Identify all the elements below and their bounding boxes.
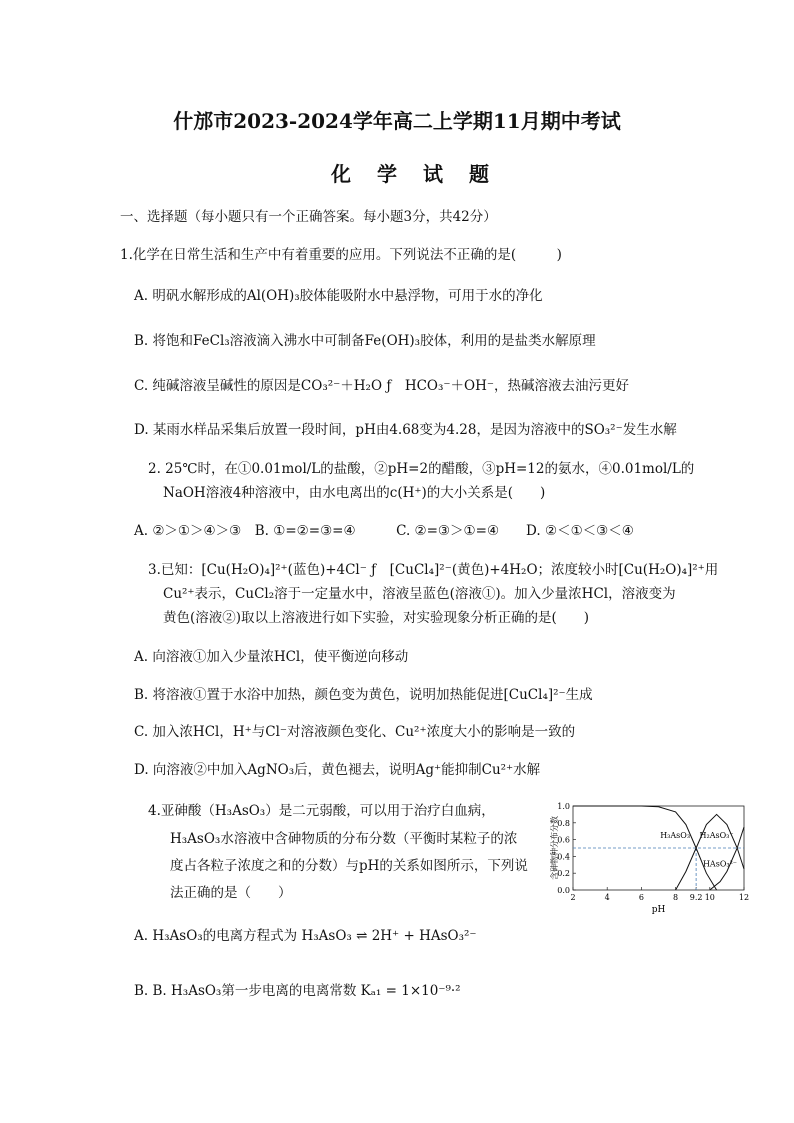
series-label-h2aso3: H₂AsO₃⁻	[699, 830, 734, 840]
x-tick-label: 6	[638, 893, 644, 902]
x-axis-label: pH	[651, 905, 666, 915]
q2-stem-line1: 2. 25℃时，在①0.01mol/L的盐酸，②pH=2的醋酸，③pH=12的氨水，④0.01mol/L的	[148, 461, 695, 477]
q4-stem-line1: 4.亚砷酸（H₃AsO₃）是二元弱酸，可以用于治疗白血病，	[148, 803, 495, 819]
q3-option-b: B. 将溶液①置于水浴中加热，颜色变为黄色，说明加热能促进[CuCl₄]²⁻生成	[134, 687, 593, 703]
q1-option-c: C. 纯碱溶液呈碱性的原因是CO₃²⁻＋H₂O ƒ HCO₃⁻＋OH⁻，热碱溶液去油污更好	[134, 378, 629, 394]
x-tick-label: 2	[570, 893, 576, 902]
q3-stem-line2: Cu²⁺表示，CuCl₂溶于一定量水中，溶液呈蓝色(溶液①)。加入少量浓HCl，溶液变为	[163, 586, 676, 602]
y-axis-label: 含砷物种分布分数	[550, 816, 559, 880]
y-tick-label: 0.6	[557, 835, 570, 845]
x-tick-label: 9.2	[689, 893, 703, 902]
y-tick-label: 0.0	[557, 886, 570, 895]
q1-option-a: A. 明矾水解形成的Al(OH)₃胶体能吸附水中悬浮物，可用于水的净化	[134, 288, 543, 304]
distribution-chart	[548, 798, 758, 923]
q4-option-b: B. B. H₃AsO₃第一步电离的电离常数 Kₐ₁ = 1×10⁻⁹·²	[134, 983, 461, 999]
x-tick-label: 8	[673, 893, 679, 902]
x-tick-label: 4	[604, 893, 610, 902]
q3-option-a: A. 向溶液①加入少量浓HCl，使平衡逆向移动	[134, 649, 409, 665]
q4-option-a: A. H₃AsO₃的电离方程式为 H₃AsO₃ ⇌ 2H⁺ + HAsO₃²⁻	[134, 928, 477, 944]
q2-stem-line2: NaOH溶液4种溶液中，由水电离出的c(H⁺)的大小关系是( )	[163, 485, 546, 501]
y-tick-label: 0.8	[557, 818, 570, 828]
series-label-haso3: HAsO₃²⁻	[702, 859, 738, 869]
page-title: 什邡市2023-2024学年高二上学期11月期中考试	[173, 109, 621, 133]
q3-stem-line1: 3.已知：[Cu(H₂O)₄]²⁺(蓝色)+4Cl⁻ ƒ [CuCl₄]²⁻(黄色)+4H₂O；浓度较小时[Cu(H₂O)₄]²⁺用	[148, 562, 719, 578]
x-tick-label: 12	[738, 893, 750, 902]
y-tick-label: 0.2	[557, 869, 570, 879]
q1-option-b: B. 将饱和FeCl₃溶液滴入沸水中可制备Fe(OH)₃胶体，利用的是盐类水解原理	[134, 333, 596, 349]
q3-option-c: C. 加入浓HCl，H⁺与Cl⁻对溶液颜色变化、Cu²⁺浓度大小的影响是一致的	[134, 724, 576, 740]
y-tick-label: 0.4	[557, 852, 570, 862]
q1-option-d: D. 某雨水样品采集后放置一段时间，pH由4.68变为4.28，是因为溶液中的SO₃²⁻发生水解	[134, 422, 677, 438]
q1-stem: 1.化学在日常生活和生产中有着重要的应用。下列说法不正确的是( )	[120, 247, 562, 263]
q3-stem-line3: 黄色(溶液②)取以上溶液进行如下实验，对实验现象分析正确的是( )	[163, 610, 590, 626]
series-label-h3aso3: H₃AsO₃	[660, 830, 691, 840]
q2-options: A. ②＞①＞④＞③ B. ①=②=③=④ C. ②=③＞①=④ D. ②＜①＜③＜④	[134, 523, 634, 539]
page-subtitle: 化学试题	[331, 162, 515, 186]
q3-option-d: D. 向溶液②中加入AgNO₃后，黄色褪去，说明Ag⁺能抑制Cu²⁺水解	[134, 762, 541, 778]
x-tick-label: 10	[704, 893, 715, 902]
y-tick-label: 1.0	[557, 802, 570, 811]
section-heading: 一、选择题（每小题只有一个正确答案。每小题3分，共42分）	[120, 209, 497, 225]
q4-stem-line4: 法正确的是（ ）	[170, 885, 292, 901]
q4-stem-line3: 度占各粒子浓度之和的分数）与pH的关系如图所示，下列说	[170, 858, 528, 874]
q4-stem-line2: H₃AsO₃水溶液中含砷物质的分布分数（平衡时某粒子的浓	[170, 831, 518, 847]
